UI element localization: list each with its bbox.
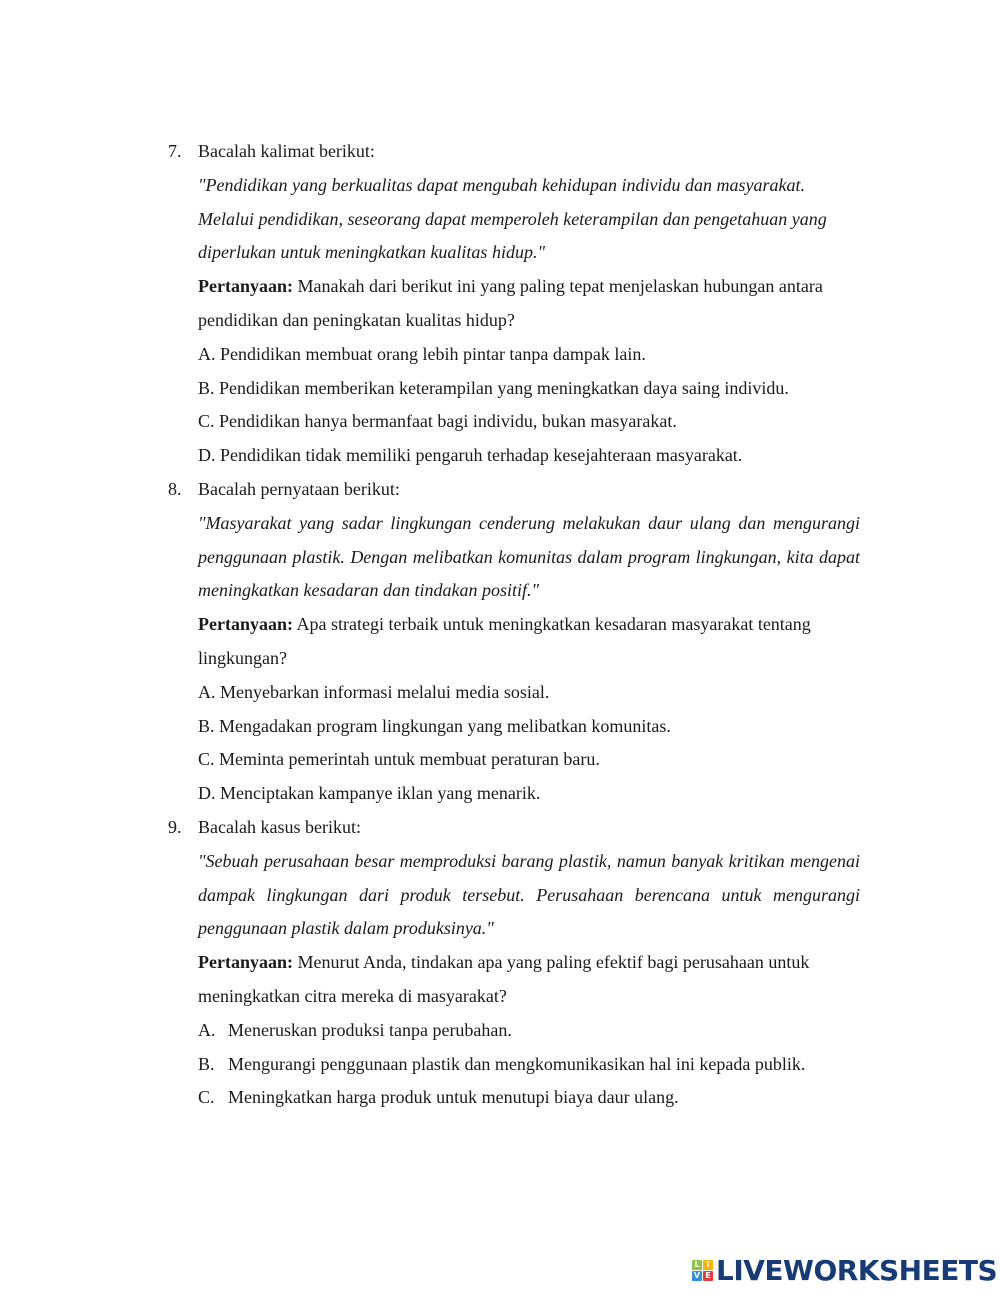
question-body: Menurut Anda, tindakan apa yang paling efektif bagi perusahaan untuk meningkatkan citra mereka di masyarakat? — [198, 952, 810, 1006]
option-a[interactable] — [198, 1014, 860, 1048]
question-body: Apa strategi terbaik untuk meningkatkan kesadaran masyarakat tentang lingkungan? — [198, 614, 811, 668]
question-intro: Bacalah kasus berikut: — [198, 816, 361, 837]
option-a[interactable]: A. Menyebarkan informasi melalui media sosial. — [198, 681, 550, 702]
option-b[interactable]: B. Mengadakan program lingkungan yang melibatkan komunitas. — [198, 715, 671, 736]
option-letter: B. — [198, 1053, 215, 1074]
question-label: Pertanyaan: — [198, 614, 293, 635]
logo-text: LIVEWORKSHEETS — [716, 1254, 998, 1287]
logo-tile: V — [693, 1271, 701, 1280]
worksheet — [168, 135, 860, 1115]
question-7 — [168, 135, 860, 473]
question-text — [198, 270, 838, 338]
question-body: Manakah dari berikut ini yang paling tepat menjelaskan hubungan antara pendidikan dan peningkatan kualitas hidup? — [198, 276, 823, 330]
logo-tile: I — [703, 1260, 713, 1270]
question-quote: "Sebuah perusahaan besar memproduksi barang plastik, namun banyak kritikan mengenai dampak lingkungan dari produk tersebut. Perusahaan berencana untuk mengurangi penggunaan plastik dalam produksinya." — [198, 850, 860, 939]
question-9 — [168, 811, 860, 1115]
logo-tile: E — [703, 1271, 713, 1281]
option-letter: C. — [198, 1087, 215, 1108]
option-b[interactable]: B. Pendidikan memberikan keterampilan yang meningkatkan daya saing individu. — [198, 377, 789, 398]
question-number: 8. — [168, 478, 182, 499]
option-text: Meneruskan produksi tanpa perubahan. — [228, 1019, 512, 1040]
question-label: Pertanyaan: — [198, 276, 293, 297]
option-a[interactable]: A. Pendidikan membuat orang lebih pintar tanpa dampak lain. — [198, 343, 646, 364]
question-quote: "Pendidikan yang berkualitas dapat mengubah kehidupan individu dan masyarakat. Melalui pendidikan, seseorang dapat memperoleh keterampilan dan pengetahuan yang diperlukan untuk meningkatkan kualitas hidup." — [198, 174, 827, 263]
question-label: Pertanyaan: — [198, 952, 293, 973]
logo-tiles-icon — [692, 1260, 713, 1281]
option-c[interactable] — [198, 1081, 860, 1115]
question-text — [198, 946, 828, 1014]
logo-tile: L — [692, 1260, 702, 1270]
option-letter: A. — [198, 1019, 216, 1040]
question-quote: "Masyarakat yang sadar lingkungan cenderung melakukan daur ulang dan mengurangi penggunaan plastik. Dengan melibatkan komunitas dalam program lingkungan, kita dapat meningkatkan kesadaran dan tindakan positif." — [198, 512, 860, 601]
question-text — [198, 608, 818, 676]
liveworksheets-logo — [692, 1254, 997, 1287]
question-intro: Bacalah kalimat berikut: — [198, 141, 375, 161]
option-d[interactable]: D. Pendidikan tidak memiliki pengaruh terhadap kesejahteraan masyarakat. — [198, 445, 743, 466]
option-b[interactable] — [198, 1048, 860, 1082]
option-d[interactable]: D. Menciptakan kampanye iklan yang menarik. — [198, 783, 541, 804]
question-8 — [168, 473, 860, 811]
option-text: Meningkatkan harga produk untuk menutupi biaya daur ulang. — [228, 1087, 679, 1108]
option-c[interactable]: C. Meminta pemerintah untuk membuat peraturan baru. — [198, 749, 600, 770]
question-number: 9. — [168, 816, 182, 837]
option-text: Mengurangi penggunaan plastik dan mengkomunikasikan hal ini kepada publik. — [228, 1053, 806, 1074]
question-intro: Bacalah pernyataan berikut: — [198, 478, 400, 499]
option-c[interactable]: C. Pendidikan hanya bermanfaat bagi individu, bukan masyarakat. — [198, 411, 677, 432]
question-number: 7. — [168, 141, 182, 161]
